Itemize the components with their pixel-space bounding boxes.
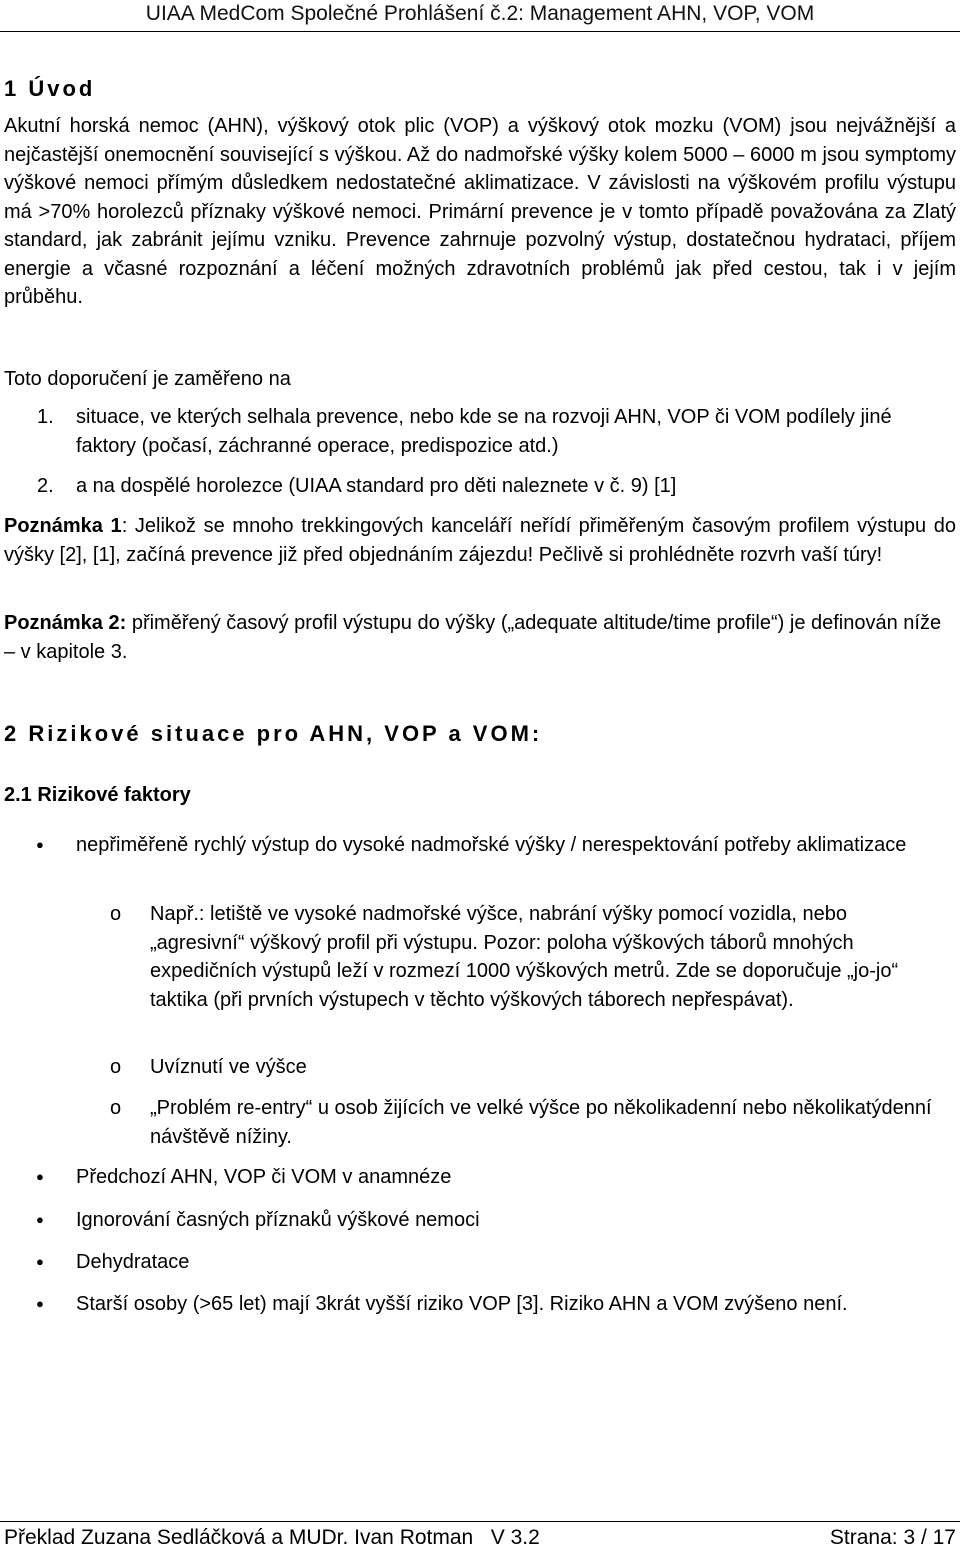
sub-item-2: Uvíznutí ve výšce: [150, 1056, 307, 1078]
page-number: Strana: 3 / 17: [829, 1526, 956, 1549]
intro-paragraph: Akutní horská nemoc (AHN), výškový otok plic (VOP) a výškový otok mozku (VOM) jsou nejvážnější a nejčastější onemocnění související s výškou. Až do nadmořské výšky kolem 5000 – 6000 m jsou symptomy výškové nemoci přímým důsledkem nedostatečné aklimatizace. V závislosti na výškovém profilu výstupu má >70% horolezců příznaky výškové nemoci. Primární prevence je v tomto případě považována za Zlatý standard, jak zabránit jejímu vzniku. Prevence zahrnuje pozvolný výstup, dostatečnou hydrataci, příjem energie a včasné rozpoznání a léčení možných zdravotních problémů jak před cestou, tak i v jejím průběhu.: [4, 115, 956, 308]
list-item-2: a na dospělé horolezce (UIAA standard pro děti naleznete v č. 9) [1]: [76, 475, 677, 497]
note-1-text: : Jelikož se mnoho trekkingových kanceláří neřídí přiměřeným časovým profilem výstupu do výšky [2], [1], začíná prevence již před objednáním zájezdu! Pečlivě si prohlédněte rozvrh vaší túry!: [4, 515, 956, 566]
sub-bullet-icon: o: [110, 1056, 122, 1078]
note-1: [4, 512, 956, 569]
footer-rule: [0, 1521, 960, 1522]
sub-item-1: Např.: letiště ve vysoké nadmořské výšce, nabrání výšky pomocí vozidla, nebo „agresivní“ výškový profil při výstupu. Pozor: poloha výškových táborů mnohých expedičních výstupů leží v rozmezí 1000 výškových metrů. Zde se doporučuje „jo-jo“ taktika (při prvních výstupech v těchto výškových táborech nepřespávat).: [150, 903, 899, 1011]
footer-credits: Překlad Zuzana Sedláčková a MUDr. Ivan Rotman V 3.2: [4, 1526, 540, 1549]
bullet-icon: ●: [36, 1254, 44, 1269]
bullet-icon: ●: [36, 1212, 44, 1227]
list-number-1: 1.: [37, 406, 54, 428]
bullet-icon: ●: [36, 1296, 44, 1311]
section-2-heading: 2 Rizikové situace pro AHN, VOP a VOM:: [4, 721, 543, 746]
note-2: [4, 609, 956, 666]
list-number-2: 2.: [37, 475, 54, 497]
note-2-label: Poznámka 2:: [4, 612, 127, 634]
note-1-label: Poznámka 1: [4, 515, 122, 537]
page-header: UIAA MedCom Společné Prohlášení č.2: Management AHN, VOP, VOM: [145, 2, 815, 25]
aimed-at-text: Toto doporučení je zaměřeno na: [4, 368, 291, 390]
subsection-2-1-heading: 2.1 Rizikové faktory: [4, 784, 191, 806]
sub-item-3: „Problém re-entry“ u osob žijících ve velké výšce po několikadenní nebo několikatýdenní návštěvě nížiny.: [150, 1097, 932, 1148]
sub-bullet-icon: o: [110, 1097, 122, 1119]
bullet-icon: ●: [36, 837, 44, 852]
risk-factor-3: Ignorování časných příznaků výškové nemoci: [76, 1209, 480, 1231]
sub-bullet-icon: o: [110, 903, 122, 925]
risk-factor-2: Předchozí AHN, VOP či VOM v anamnéze: [76, 1166, 452, 1188]
bullet-icon: ●: [36, 1169, 44, 1184]
section-1-heading: 1 Úvod: [4, 76, 96, 101]
list-item-1: situace, ve kterých selhala prevence, nebo kde se na rozvoji AHN, VOP či VOM podílely jiné faktory (počasí, záchranné operace, predispozice atd.): [76, 406, 892, 457]
note-2-text: přiměřený časový profil výstupu do výšky („adequate altitude/time profile“) je definován níže – v kapitole 3.: [4, 612, 942, 663]
header-rule: [0, 31, 960, 32]
risk-factor-4: Dehydratace: [76, 1251, 190, 1273]
risk-factor-1: nepřiměřeně rychlý výstup do vysoké nadmořské výšky / nerespektování potřeby aklimatizace: [76, 834, 907, 856]
risk-factor-5: Starší osoby (>65 let) mají 3krát vyšší riziko VOP [3]. Riziko AHN a VOM zvýšeno není.: [76, 1293, 848, 1315]
